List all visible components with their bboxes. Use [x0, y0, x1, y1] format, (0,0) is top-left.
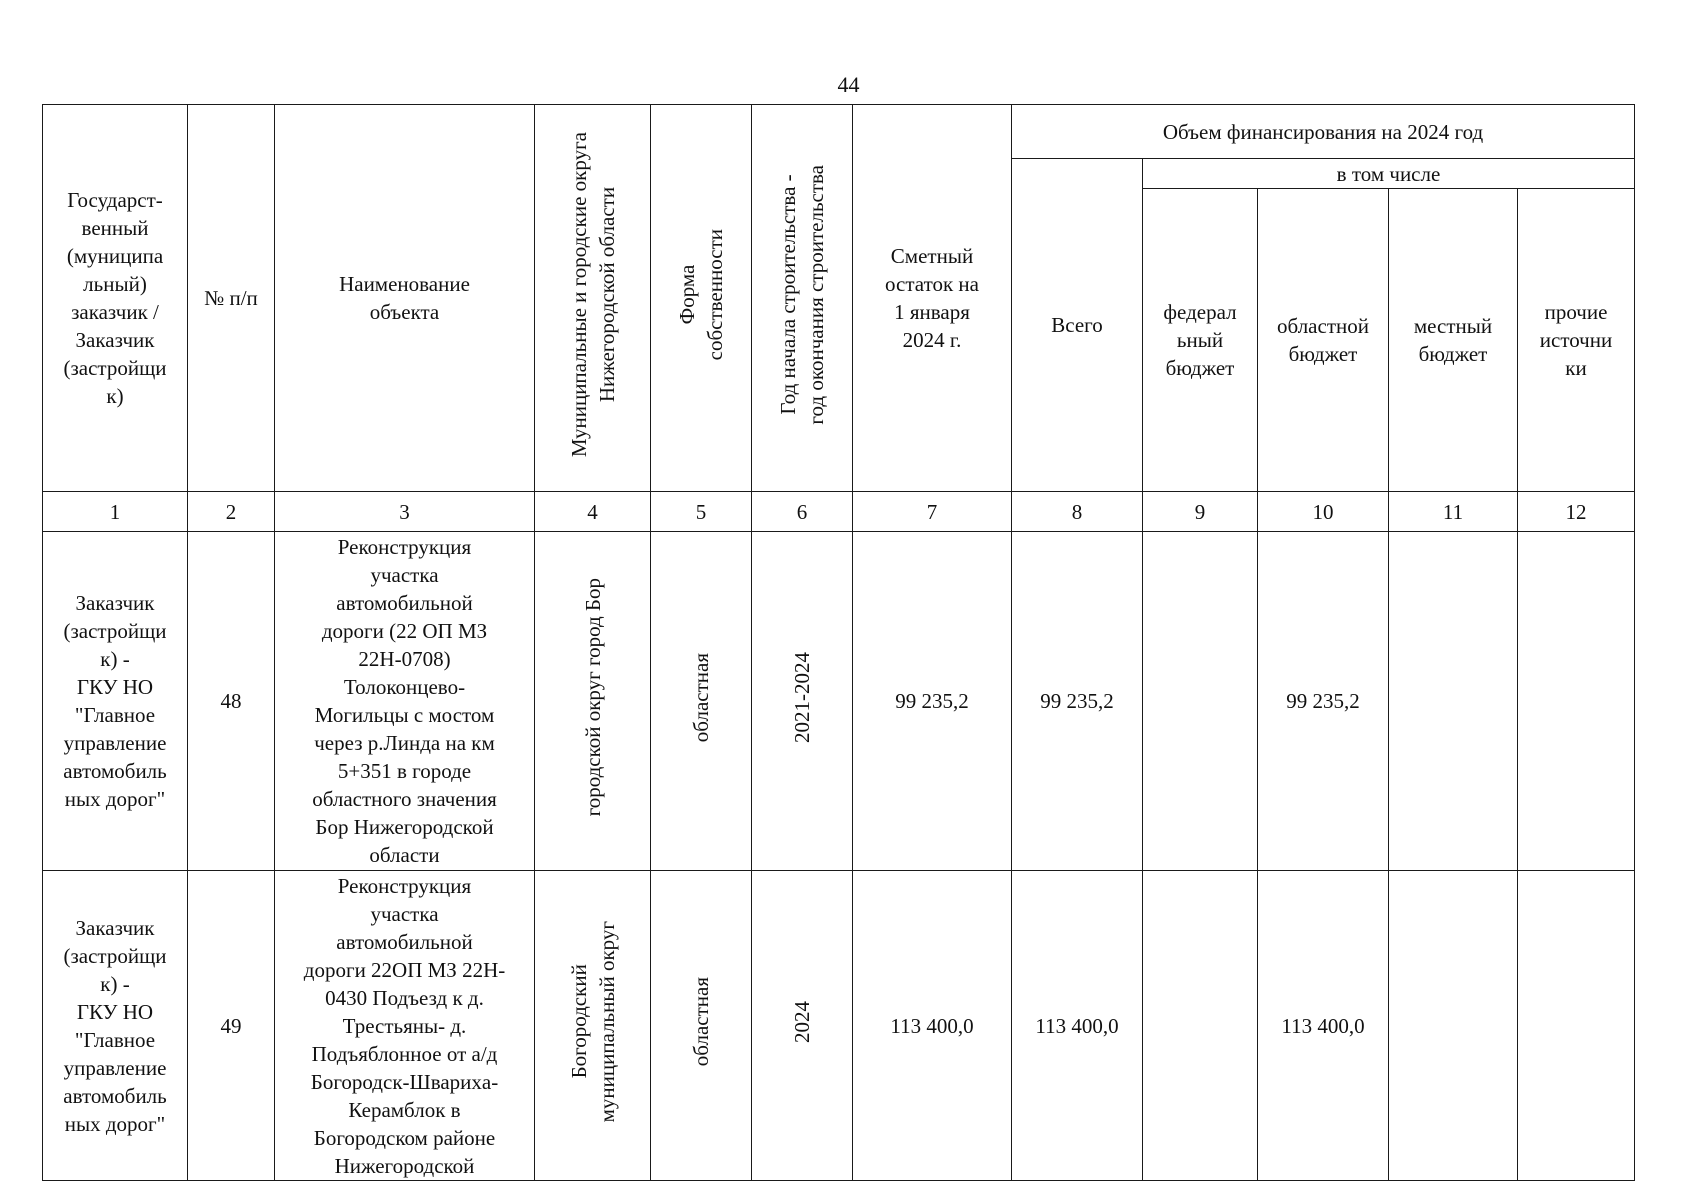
cell-customer [43, 871, 188, 1181]
header-federal [1143, 189, 1258, 492]
header-local-text: местный бюджет [1413, 314, 1493, 366]
cell-row-no: 49 [188, 871, 275, 1181]
cell-ownership [651, 871, 752, 1181]
header-estimate-balance-text: Сметный остаток на 1 января 2024 г. [885, 244, 979, 352]
cell-other [1518, 532, 1635, 871]
cell-regional: 113 400,0 [1258, 871, 1389, 1181]
cell-object-name-text: Реконструкция участка автомобильной дороги 22ОП МЗ 22Н- 0430 Подъезд к д. Трестьяны- д. Подъяблонное от а/д Богородск-Шварихa- Керамблок в Богородском районе Нижегородской [303, 873, 506, 1178]
financing-table [42, 104, 1635, 1181]
cell-municipality [535, 871, 651, 1181]
header-other [1518, 189, 1635, 492]
cell-municipality [535, 532, 651, 871]
cell-total: 99 235,2 [1012, 532, 1143, 871]
header-object-name-text: Наименование объекта [339, 272, 470, 324]
column-number: 3 [275, 492, 535, 532]
cell-years [752, 871, 853, 1181]
header-regional [1258, 189, 1389, 492]
cell-customer [43, 532, 188, 871]
cell-customer-text: Заказчик (застройщи к) - ГКУ НО "Главное управление автомобиль ных дорог" [63, 591, 167, 811]
cell-object-name-text: Реконструкция участка автомобильной дороги (22 ОП МЗ 22Н-0708) Толоконцево- Могильцы с мостом через р.Линда на км 5+351 в городе областного значения Бор Нижегородской области [312, 535, 497, 867]
header-ownership [651, 105, 752, 492]
cell-local [1389, 532, 1518, 871]
header-other-text: прочие источни ки [1539, 300, 1613, 380]
header-regional-text: областной бюджет [1277, 314, 1369, 366]
header-funding-group: Объем финансирования на 2024 год [1012, 105, 1635, 159]
column-number: 10 [1258, 492, 1389, 532]
column-number: 1 [43, 492, 188, 532]
cell-years [752, 532, 853, 871]
header-estimate-balance [853, 105, 1012, 492]
header-municipality [535, 105, 651, 492]
cell-ownership-text: областная [689, 652, 713, 743]
cell-years-text: 2021-2024 [790, 652, 814, 743]
cell-local [1389, 871, 1518, 1181]
header-including: в том числе [1143, 159, 1635, 189]
header-ownership-text: Форма собственности [675, 228, 727, 361]
cell-ownership-text: областная [689, 977, 713, 1067]
header-customer-text: Государст- венный (муниципа льный) заказчик / Заказчик (застройщи к) [63, 188, 167, 408]
header-municipality-text: Муниципальные и городские округа Нижегородской области [566, 131, 619, 458]
header-total: Всего [1012, 159, 1143, 492]
cell-customer-text: Заказчик (застройщи к) - ГКУ НО "Главное управление автомобиль ных дорог" [63, 915, 167, 1136]
cell-federal [1143, 871, 1258, 1181]
header-row-1 [43, 105, 1635, 159]
column-number: 5 [651, 492, 752, 532]
header-federal-text: федерал ьный бюджет [1163, 300, 1237, 380]
cell-total: 113 400,0 [1012, 871, 1143, 1181]
header-local [1389, 189, 1518, 492]
cell-years-text: 2024 [790, 1001, 814, 1043]
column-number: 12 [1518, 492, 1635, 532]
column-number: 4 [535, 492, 651, 532]
table-row [43, 871, 1635, 1181]
column-number: 9 [1143, 492, 1258, 532]
header-years [752, 105, 853, 492]
header-object-name [275, 105, 535, 492]
cell-regional: 99 235,2 [1258, 532, 1389, 871]
column-number: 11 [1389, 492, 1518, 532]
column-number-row [43, 492, 1635, 532]
column-number: 7 [853, 492, 1012, 532]
column-number: 6 [752, 492, 853, 532]
column-number: 8 [1012, 492, 1143, 532]
cell-estimate-balance: 99 235,2 [853, 532, 1012, 871]
header-customer [43, 105, 188, 492]
table-row [43, 532, 1635, 871]
cell-municipality-text: Богородский муниципальный округ [566, 921, 619, 1123]
cell-ownership [651, 532, 752, 871]
cell-row-no: 48 [188, 532, 275, 871]
cell-estimate-balance: 113 400,0 [853, 871, 1012, 1181]
header-row-no: № п/п [188, 105, 275, 492]
header-years-text: Год начала строительства - год окончания строительства [776, 164, 828, 425]
page-number: 44 [837, 72, 860, 97]
column-number: 2 [188, 492, 275, 532]
cell-object-name [275, 532, 535, 871]
cell-municipality-text: городской округ город Бор [580, 578, 605, 817]
cell-other [1518, 871, 1635, 1181]
cell-federal [1143, 532, 1258, 871]
cell-object-name [275, 871, 535, 1181]
